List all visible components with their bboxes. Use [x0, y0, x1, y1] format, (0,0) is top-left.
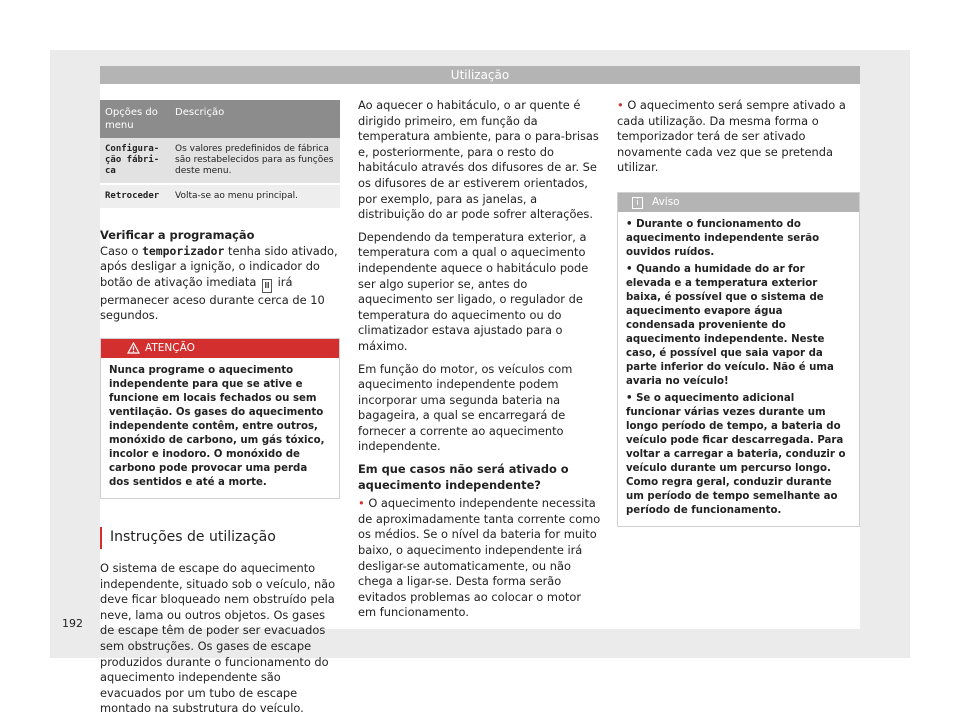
warning-label: ATENÇÃO [145, 341, 195, 354]
table-row [100, 184, 340, 208]
table-header-options: Opções do menu [100, 100, 170, 138]
page-header: Utilização [100, 66, 860, 84]
note-text [618, 212, 859, 526]
timer-label: temporizador [142, 243, 225, 258]
column-left [100, 100, 340, 724]
bullet-icon: • [617, 98, 628, 112]
verify-text-mid: tenha sido ativado, após desligar a ignição, o indicador do botão de ativação imediata [100, 243, 338, 289]
page-number: 192 [62, 617, 83, 630]
paragraph: Dependendo da temperatura exterior, a temperatura com a qual o aquecimento independente aquece o habitáculo pode ser algo superior se, antes do aquecimento ser ligado, o regulador de temperatura do aquecimento ou do climatizador estava ajustado para o máximo. [358, 229, 589, 353]
info-icon: i [632, 197, 643, 209]
bullet-text: O aquecimento será sempre ativado a cada utilização. Da mesma forma o temporizador terá de ser ativado novamente cada vez que se pretenda utilizar. [617, 98, 846, 175]
question-heading: Em que casos não será ativado o aquecimento independente? [358, 462, 569, 492]
instructions-paragraph: O sistema de escape do aquecimento independente, situado sob o veículo, não deve ficar bloqueado nem obstruído pela neve, lama ou outros objetos. Os gases de escape têm de poder ser evacuados sem obstruções. Os gases de escape produzidos durante o funcionamento do aquecimento independente são evacuados por um tubo de escape montado na substrutura do veículo. [100, 560, 336, 716]
section-title: Instruções de utilização [100, 527, 340, 549]
warning-box [100, 338, 340, 499]
table-cell-description: Volta-se ao menu principal. [170, 184, 340, 208]
table-cell-option: Retroceder [100, 184, 170, 208]
column-middle [358, 98, 602, 628]
menu-options-table [100, 100, 340, 208]
table-header-description: Descrição [170, 100, 340, 138]
table-cell-description: Os valores predefinidos de fábrica são restabelecidos para as funções deste menu. [170, 138, 340, 184]
table-cell-option: Configura-ção fábri-ca [100, 138, 170, 184]
note-label: Aviso [652, 195, 680, 208]
verify-paragraph [100, 244, 340, 324]
bullet-text: O aquecimento independente necessita de aproximadamente tanta corrente como os médios. Se o nível da bateria for muito baixo, o aquecimento independente irá desligar-se automaticamente, ou não chega a ligar-se. Desta forma serão evitados problemas ao colocar o motor em funcionamento. [358, 496, 601, 620]
verify-text-start: Caso o [100, 243, 143, 258]
note-item-text: Quando a humidade do ar for elevada e a temperatura exterior baixa, é possível que o sistema de aquecimento evapore água condensada proveniente do aquecimento independente. Neste caso, é possível que saia vapor da parte inferior do veículo. Não é uma avaria no veículo! [626, 263, 834, 387]
note-item-text: Durante o funcionamento do aquecimento independente serão ouvidos ruídos. [626, 218, 820, 258]
warning-text: Nunca programe o aquecimento independente para que se ative e funcione em locais fechados ou sem ventilação. Os gases do aquecimento independente contêm, entre outros, monóxido de carbono, um gás tóxico, incolor e inodoro. O monóxido de carbono pode provocar uma perda dos sentidos e até a morte. [109, 364, 325, 488]
paragraph: Em função do motor, os veículos com aquecimento independente podem incorporar uma segunda bateria na bagageira, a qual se encarregará de fornecer a corrente ao aquecimento independente. [358, 361, 573, 454]
column-right [617, 98, 860, 527]
bullet-item [358, 496, 602, 621]
heater-button-icon: Ⅲ [262, 279, 272, 293]
warning-header [101, 339, 339, 358]
bullet-icon: • [358, 496, 369, 511]
note-box [617, 192, 860, 527]
bullet-item [617, 98, 860, 176]
note-item: • Durante o funcionamento do aquecimento independente serão ouvidos ruídos. [626, 218, 820, 258]
note-item: • Se o aquecimento adicional funcionar várias vezes durante um longo período de tempo, a bateria do veículo pode ficar descarregada. Para voltar a carregar a bateria, conduzir o veículo durante um percurso longo. Como regra geral, conduzir durante um período de tempo semelhante ao período de funcionamento. [626, 392, 846, 516]
paragraph: Ao aquecer o habitáculo, o ar quente é dirigido primeiro, em função da temperatura ambiente, para o para-brisas e, posteriormente, para o resto do habitáculo através dos difusores de ar. Se os difusores de ar estiverem orientados, por exemplo, para as janelas, a distribuição do ar pode sofrer alterações. [358, 98, 599, 222]
verify-heading: Verificar a programação [100, 228, 255, 242]
note-item-text: Se o aquecimento adicional funcionar várias vezes durante um longo período de tempo, a bateria do veículo pode ficar descarregada. Para voltar a carregar a bateria, conduzir o veículo durante um percurso longo. Como regra geral, conduzir durante um período de tempo semelhante ao período de funcionamento. [626, 392, 846, 516]
warning-triangle-icon [127, 342, 140, 354]
note-header [618, 193, 859, 212]
note-item: • Quando a humidade do ar for elevada e a temperatura exterior baixa, é possível que o sistema de aquecimento evapore água condensada proveniente do aquecimento independente. Neste caso, é possível que saia vapor da parte inferior do veículo. Não é uma avaria no veículo! [626, 263, 834, 387]
table-row [100, 138, 340, 184]
verify-text-end: irá permanecer aceso durante cerca de 10 segundos. [100, 274, 325, 323]
